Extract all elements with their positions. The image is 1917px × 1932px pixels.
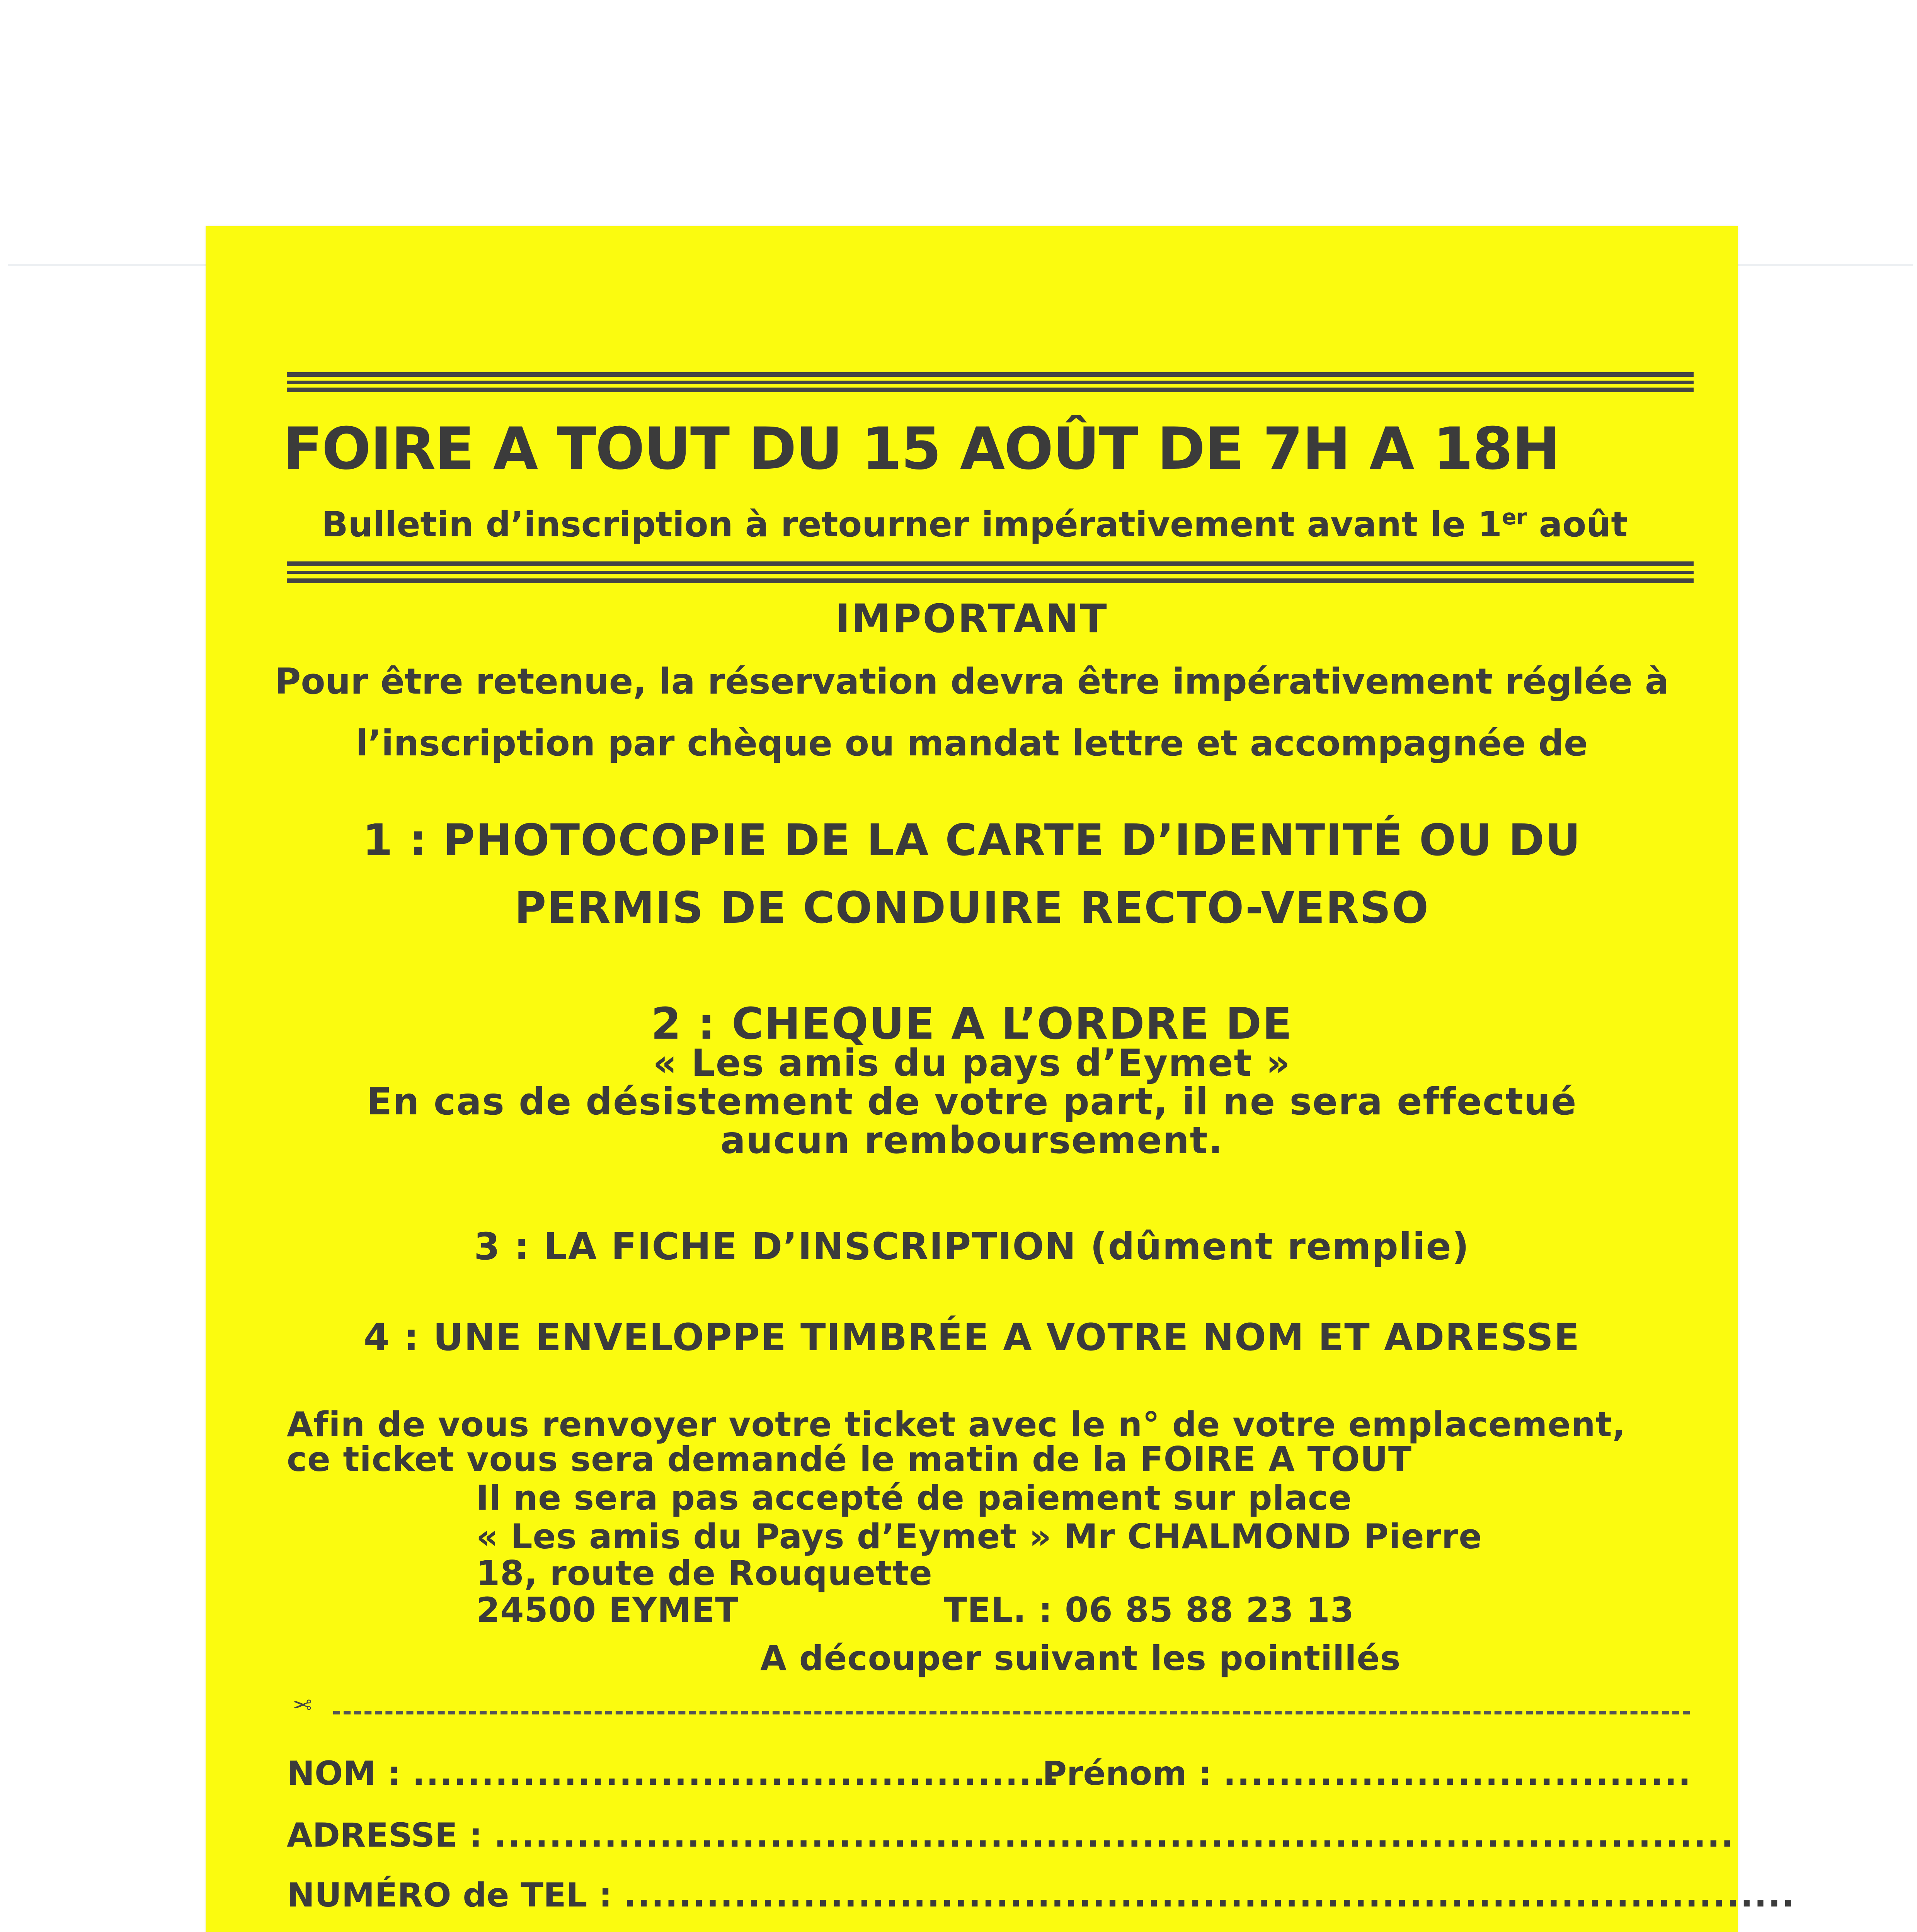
top-rule-1 — [287, 372, 1694, 377]
nom-field[interactable] — [287, 1754, 1060, 1793]
cut-dashed-line — [333, 1711, 1690, 1714]
nom-dots: ............................................... — [412, 1754, 1061, 1793]
prenom-label: Prénom : — [1042, 1754, 1212, 1793]
important-line-1: Pour être retenue, la réservation devra être impérativement réglée à — [274, 661, 1669, 702]
item2-line2: « Les amis du pays d’Eymet » — [653, 1041, 1291, 1085]
flyer-sheet — [206, 226, 1796, 1932]
scissors-icon: ✂ — [293, 1690, 312, 1718]
tel-dots: ..................................................................................... — [623, 1876, 1796, 1915]
info-line-4: « Les amis du Pays d’Eymet » Mr CHALMOND Pierre — [476, 1517, 1482, 1556]
item3-line: 3 : LA FICHE D’INSCRIPTION (dûment remplie) — [474, 1225, 1470, 1268]
info-line-5: 18, route de Rouquette — [476, 1553, 933, 1593]
info-line-3: Il ne sera pas accepté de paiement sur place — [476, 1478, 1352, 1518]
tel-field[interactable] — [287, 1876, 1796, 1915]
info-tel: TEL. : 06 85 88 23 13 — [944, 1590, 1354, 1630]
info-line-2: ce ticket vous sera demandé le matin de la FOIRE A TOUT — [287, 1439, 1412, 1479]
cut-note: A découper suivant les pointillés — [760, 1638, 1401, 1678]
mid-rule-1 — [287, 561, 1694, 566]
item2-line1: 2 : CHEQUE A L’ORDRE DE — [651, 999, 1293, 1049]
top-rule-3 — [287, 388, 1694, 392]
page-subtitle — [322, 504, 1628, 545]
adresse-dots: .......................................................................................... — [494, 1816, 1735, 1855]
info-line-1: Afin de vous renvoyer votre ticket avec le n° de votre emplacement, — [287, 1405, 1626, 1444]
item2-line4: aucun remboursement. — [720, 1119, 1224, 1162]
prenom-field[interactable] — [1042, 1754, 1692, 1793]
mid-rule-3 — [287, 578, 1694, 583]
subtitle-text: Bulletin d’inscription à retourner impérativement avant le 1 — [322, 504, 1502, 545]
item4-line: 4 : UNE ENVELOPPE TIMBRÉE A VOTRE NOM ET ADRESSE — [363, 1316, 1580, 1359]
info-city: 24500 EYMET — [476, 1590, 739, 1630]
tel-label: NUMÉRO de TEL : — [287, 1876, 612, 1915]
adresse-field[interactable] — [287, 1816, 1735, 1855]
page-title: FOIRE A TOUT DU 15 AOÛT DE 7H A 18H — [283, 415, 1560, 483]
item2-line3: En cas de désistement de votre part, il ne sera effectué — [366, 1080, 1577, 1123]
subtitle-end: août — [1527, 504, 1628, 545]
subtitle-sup: er — [1502, 505, 1527, 529]
important-line-2: l’inscription par chèque ou mandat lettre et accompagnée de — [356, 723, 1588, 764]
item1-line1: 1 : PHOTOCOPIE DE LA CARTE D’IDENTITÉ OU DU — [363, 815, 1581, 866]
important-label: IMPORTANT — [835, 596, 1108, 642]
prenom-dots: .................................. — [1223, 1754, 1692, 1793]
mid-rule-2 — [287, 571, 1694, 574]
nom-label: NOM : — [287, 1754, 401, 1793]
item1-line2: PERMIS DE CONDUIRE RECTO-VERSO — [514, 883, 1429, 933]
adresse-label: ADRESSE : — [287, 1816, 483, 1855]
top-rule-2 — [287, 381, 1694, 384]
